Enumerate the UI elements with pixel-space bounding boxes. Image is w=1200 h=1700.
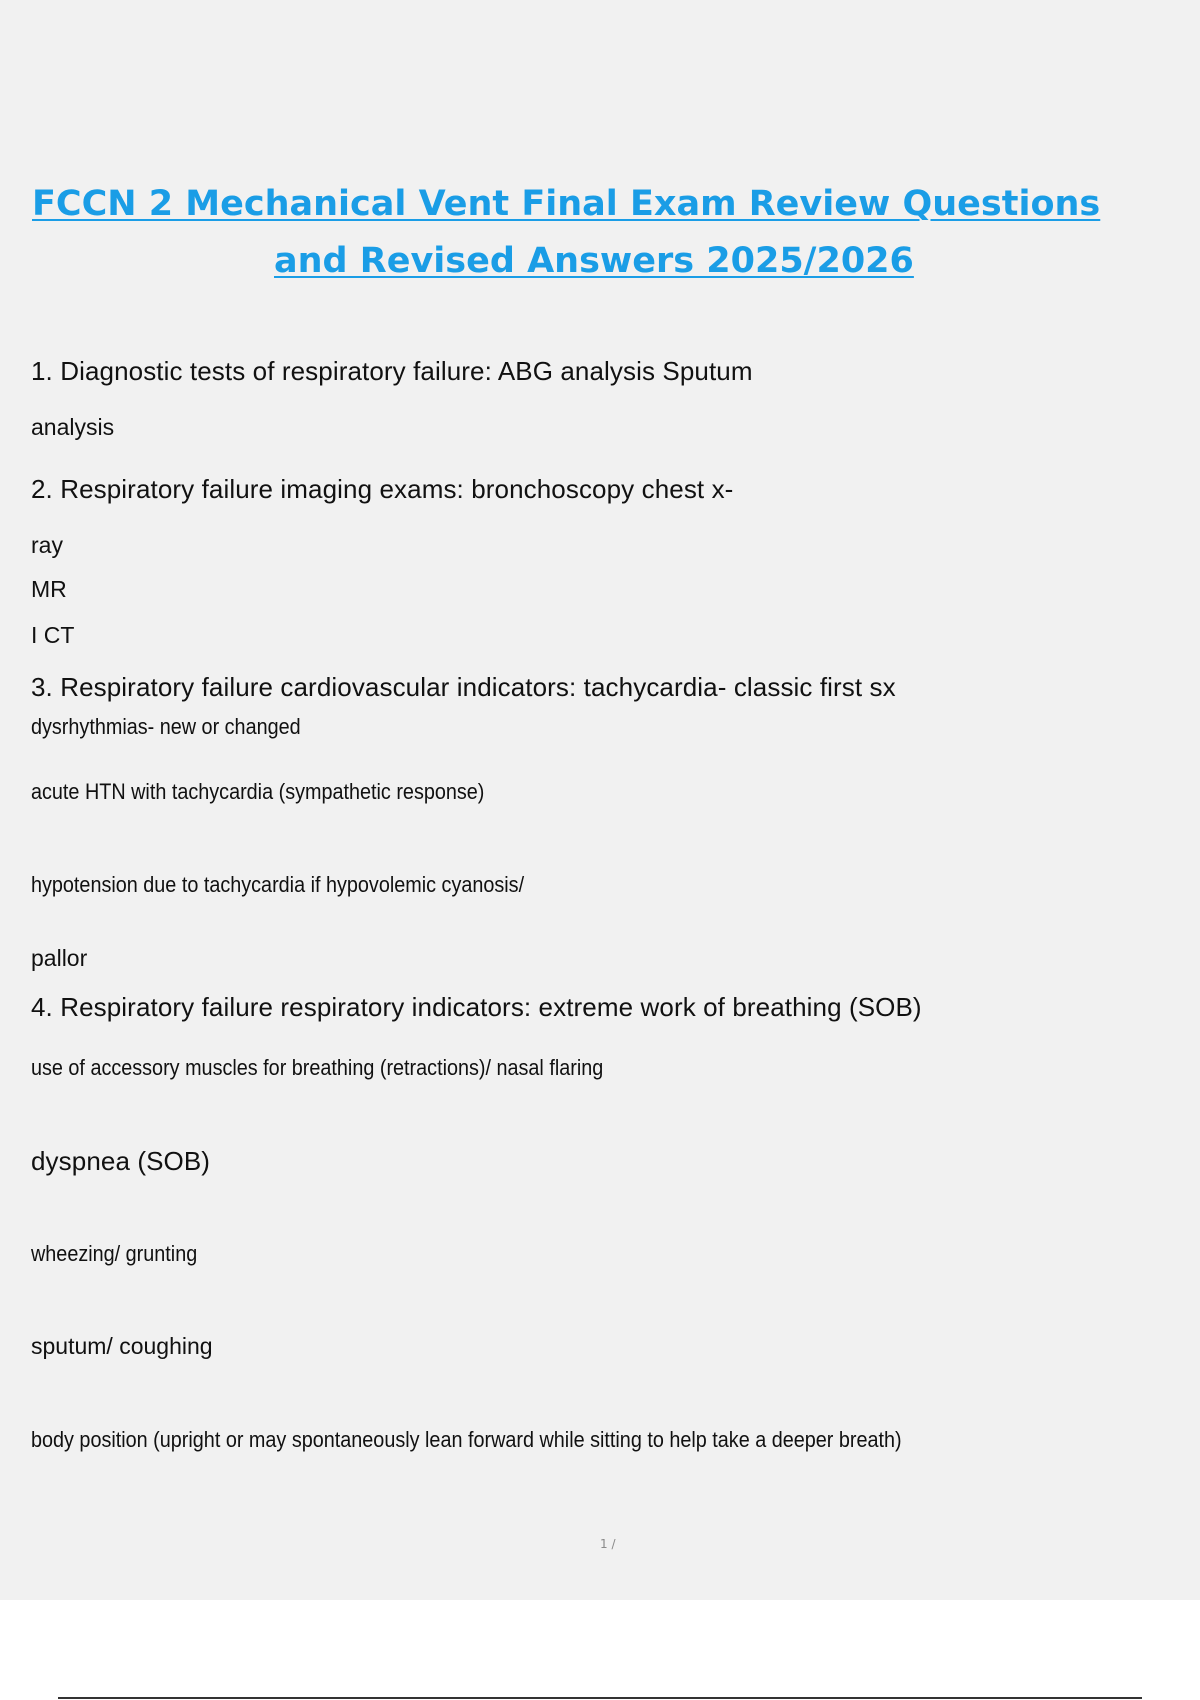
question-2-continued: ray	[31, 532, 63, 558]
question-2: 2. Respiratory failure imaging exams: bronchoscopy chest x-	[31, 474, 734, 504]
question-3-item-htn: acute HTN with tachycardia (sympathetic response)	[31, 779, 485, 804]
question-4-item-dyspnea: dyspnea (SOB)	[31, 1146, 211, 1176]
question-4-item-body-position: body position (upright or may spontaneously lean forward while sitting to help take a deeper breath)	[31, 1427, 902, 1452]
question-4: 4. Respiratory failure respiratory indicators: extreme work of breathing (SOB)	[31, 992, 922, 1022]
title-line-2: and Revised Answers 2025/2026	[274, 241, 914, 281]
question-1: 1. Diagnostic tests of respiratory failure: ABG analysis Sputum	[31, 356, 753, 386]
question-1-continued: analysis	[31, 414, 115, 440]
question-4-item-wheezing: wheezing/ grunting	[31, 1241, 198, 1266]
question-3: 3. Respiratory failure cardiovascular indicators: tachycardia- classic first sx	[31, 672, 896, 702]
question-3-item-hypotension: hypotension due to tachycardia if hypovolemic cyanosis/	[31, 872, 525, 897]
question-4-item-sputum: sputum/ coughing	[31, 1333, 213, 1359]
page-number: 1 /	[600, 1537, 616, 1551]
question-3-item-pallor: pallor	[31, 945, 88, 971]
question-3-item-dysrhythmias: dysrhythmias- new or changed	[31, 714, 301, 739]
page-divider	[58, 1697, 1142, 1699]
question-2-item-ct: I CT	[31, 622, 75, 648]
question-4-item-accessory-muscles: use of accessory muscles for breathing (retractions)/ nasal flaring	[31, 1055, 604, 1080]
title-line-1: FCCN 2 Mechanical Vent Final Exam Review Questions	[32, 184, 1101, 224]
question-2-item-mr: MR	[31, 576, 67, 602]
